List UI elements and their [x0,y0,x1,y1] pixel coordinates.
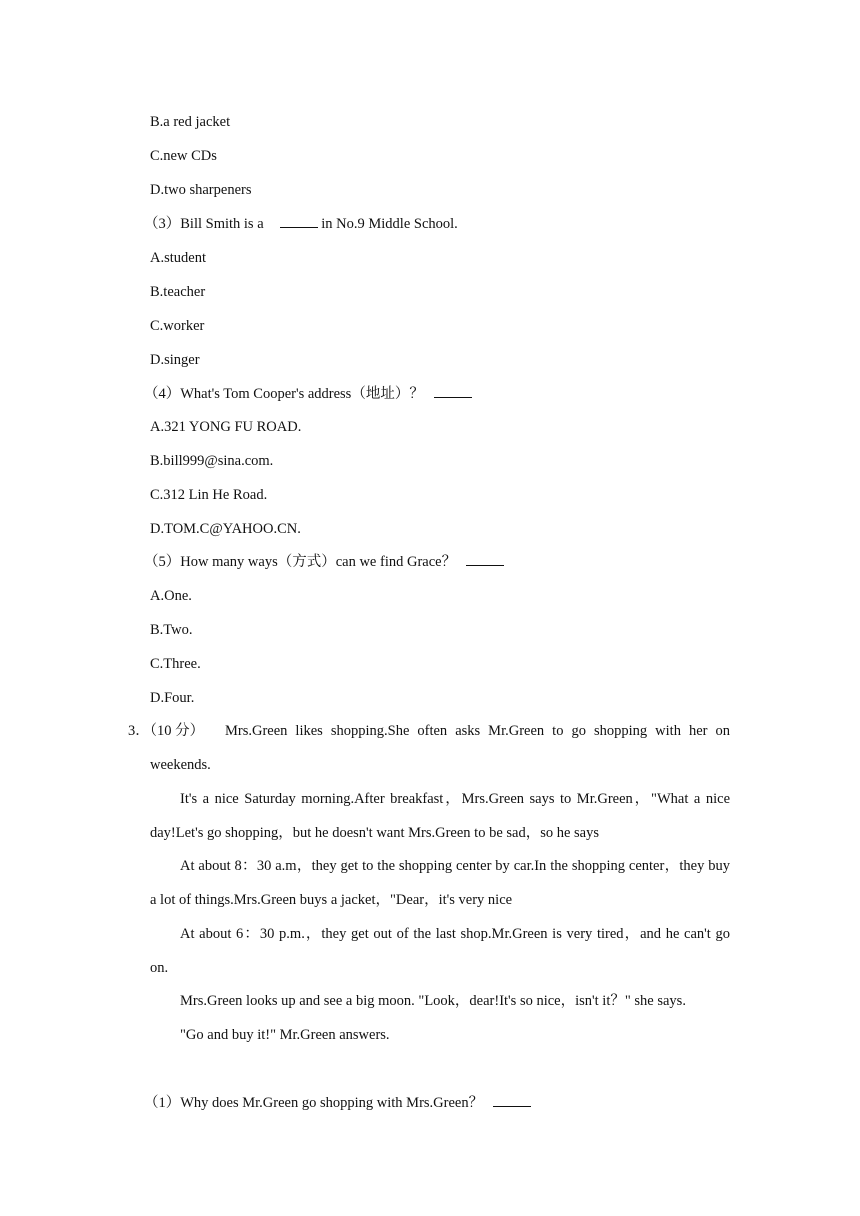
question-3-stem [144,215,458,233]
option-q2-d: D.two sharpeners [150,182,252,198]
option-q3-a: A.student [150,250,206,266]
question-3-number: 3．（10 分） [128,723,205,739]
passage-p5: "Go and buy it!" Mr.Green answers. [180,1027,390,1043]
question-4-text: （4）What's Tom Cooper's address（地址）？ [144,386,424,402]
option-q5-c: C.Three. [150,656,201,672]
passage-p3-line-1: At about 6：30 p.m.，they get out of the last shop.Mr.Green is very tired，and he can't go [180,926,730,942]
passage-p2-line-1: At about 8：30 a.m，they get to the shopping center by car.In the shopping center，they buy [180,858,730,874]
question-4-stem [144,385,472,403]
option-q5-d: D.Four. [150,690,195,706]
question-5-text: （5）How many ways（方式）can we find Grace？ [144,554,457,570]
passage-intro-line-2: weekends. [150,757,211,773]
question-3-stem-before: （3）Bill Smith is a [144,216,264,232]
option-q2-b: B.a red jacket [150,114,231,130]
passage-p3-line-2: on. [150,960,169,976]
option-q3-b: B.teacher [150,284,206,300]
passage-p1-line-1: It's a nice Saturday morning.After breakfast，Mrs.Green says to Mr.Green，"What a nice [180,791,730,807]
answer-blank [493,1094,531,1107]
question-3-stem-after: in No.9 Middle School. [321,216,458,232]
passage-p1-line-2: day!Let's go shopping，but he doesn't want Mrs.Green to be sad，so he says [150,825,600,841]
passage-p4: Mrs.Green looks up and see a big moon. "Look，dear!It's so nice，isn't it？" she says. [180,993,686,1009]
answer-blank [280,215,318,228]
option-q5-b: B.Two. [150,622,193,638]
option-q2-c: C.new CDs [150,148,217,164]
passage-intro-line-1: Mrs.Green likes shopping.She often asks Mr.Green to go shopping with her on [225,723,730,739]
option-q4-c: C.312 Lin He Road. [150,487,268,503]
question-5-stem [144,553,504,571]
passage-p2-line-2: a lot of things.Mrs.Green buys a jacket，"Dear，it's very nice [150,892,513,908]
answer-blank [434,385,472,398]
option-q4-d: D.TOM.C@YAHOO.CN. [150,521,301,537]
sub-question-1 [144,1094,531,1112]
option-q3-d: D.singer [150,352,200,368]
option-q4-a: A.321 YONG FU ROAD. [150,419,302,435]
option-q4-b: B.bill999@sina.com. [150,453,274,469]
answer-blank [466,553,504,566]
sub-question-1-text: （1）Why does Mr.Green go shopping with Mrs.Green？ [144,1095,484,1111]
option-q3-c: C.worker [150,318,205,334]
option-q5-a: A.One. [150,588,192,604]
